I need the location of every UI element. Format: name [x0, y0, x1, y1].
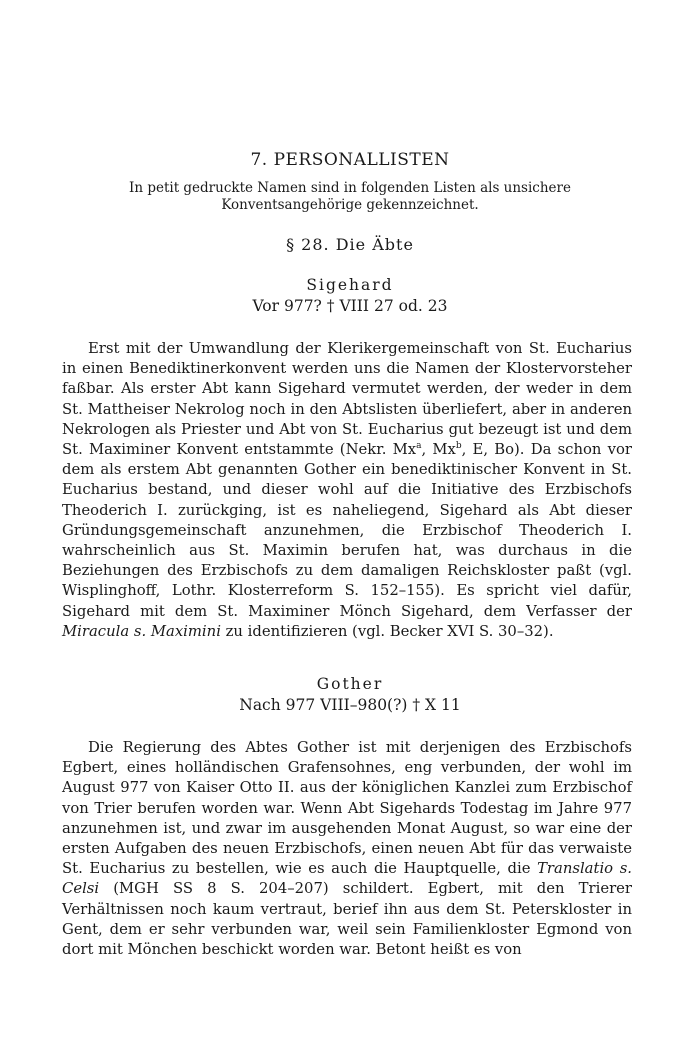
text-run: (MGH SS 8 S. 204–207) schildert. Egbert, mit den Trierer Verhältnissen noch kaum vertraut, berief ihn aus dem St. Peterskloster in Gent, dem er sehr verbunden war, weil sein Familienkloster Egmond von dort mit Mönchen beschickt worden war. Betont heißt es von: [62, 880, 632, 959]
abbot-name: Sigehard: [306, 276, 394, 294]
italic-title: Translatio s. Celsi: [62, 860, 632, 898]
abbot-name: Gother: [316, 675, 384, 693]
superscript: a: [416, 441, 422, 452]
section-title: § 28. Die Äbte: [286, 235, 414, 254]
abbot-paragraph: [62, 738, 632, 960]
abbot-paragraph: [62, 339, 632, 642]
chapter-title: 7. PERSONALLISTEN: [250, 150, 450, 170]
abbot-dates: Nach 977 VIII–980(?) † X 11: [239, 696, 461, 714]
text-run: , Mx: [421, 441, 456, 459]
abbot-dates: Vor 977? † VIII 27 od. 23: [252, 297, 448, 315]
text-run: Die Regierung des Abtes Gother ist mit derjenigen des Erzbischofs Egbert, eines holländischen Grafensohnes, eng verbunden, der wohl im August 977 von Kaiser Otto II. aus der königlichen Kanzlei zum Erzbischof von Trier berufen worden war. Wenn Abt Sigehards Todestag im Jahre 977 anzunehmen ist, und zwar im ausgehenden Monat August, so war eine der ersten Aufgaben des neuen Erzbischofs, einen neuen Abt für das verwaiste St. Eucharius zu bestellen, wie es auch die Hauptquelle, die: [62, 739, 632, 878]
text-run: , E, Bo). Da schon vor dem als erstem Abt genannten Gother ein benediktinischer Konvent in St. Eucharius bestand, und dieser wohl auf die Initiative des Erzbischofs Theoderich I. zurückging, ist es naheliegend, Sigehard als Abt dieser Gründungsgemeinschaft anzunehmen, die Erzbischof Theoderich I. wahrscheinlich aus St. Maximin berufen hat, was durchaus in die Beziehungen des Erzbischofs zu dem damaligen Reichskloster paßt (vgl. Wisplinghoff, Lothr. Klosterreform S. 152–155). Es spricht viel dafür, Sigehard mit dem St. Maximiner Mönch Sigehard, dem Verfasser der: [62, 441, 632, 620]
chapter-note: [100, 180, 600, 214]
paragraph: [62, 339, 632, 642]
text-run: Erst mit der Umwandlung der Klerikergemeinschaft von St. Eucharius in einen Benediktinerkonvent werden uns die Namen der Klostervorsteher faßbar. Als erster Abt kann Sigehard vermutet werden, der weder in dem St. Mattheiser Nekrolog noch in den Abtslisten überliefert, aber in anderen Nekrologen als Priester und Abt von St. Eucharius gut bezeugt ist und dem St. Maximiner Konvent entstammte (Nekr. Mx: [62, 340, 632, 459]
text-run: zu identifizieren (vgl. Becker XVI S. 30–32).: [220, 622, 554, 640]
italic-title: Miracula s. Maximini: [62, 622, 221, 640]
chapter-note-line: Konventsangehörige gekennzeichnet.: [221, 197, 479, 213]
superscript: b: [455, 441, 462, 452]
paragraph: [62, 738, 632, 960]
chapter-note-line: In petit gedruckte Namen sind in folgenden Listen als unsichere: [129, 180, 571, 196]
